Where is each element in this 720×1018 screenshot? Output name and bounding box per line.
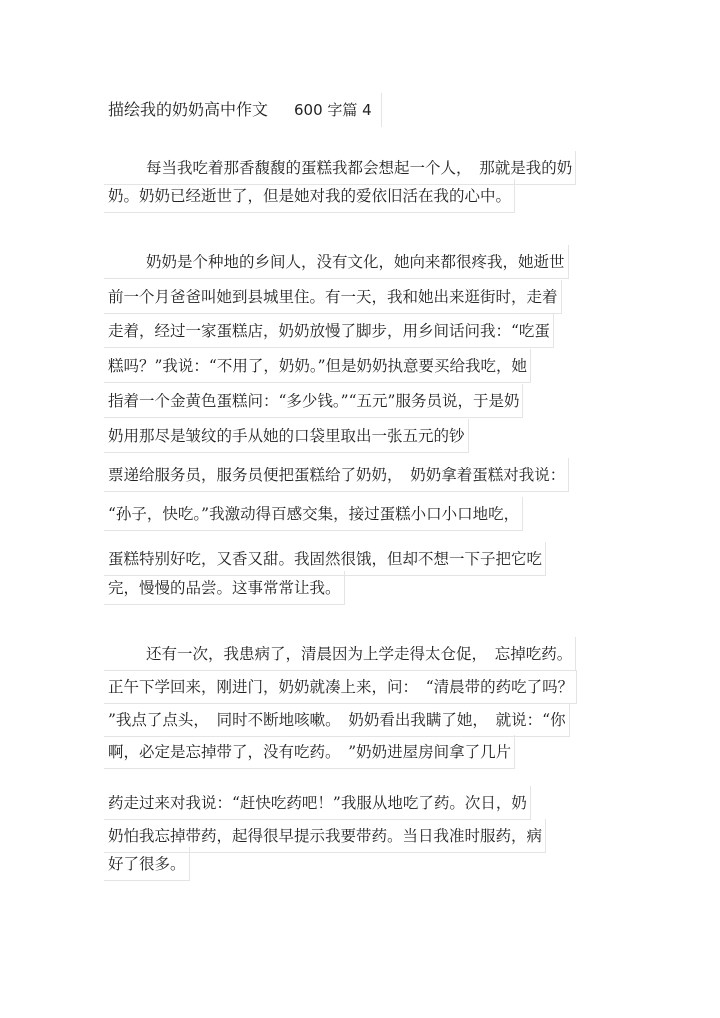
paragraph-line: 药走过来对我说：“赶快吃药吧！”我服从地吃了药。次日，奶 xyxy=(108,794,527,812)
title-main: 描绘我的奶奶高中作文 xyxy=(108,100,269,119)
paragraph-line: 奶奶是个种地的乡间人，没有文化，她向来都很疼我，她逝世 xyxy=(108,251,565,273)
paragraph-line: 蛋糕特别好吃，又香又甜。我固然很饿，但却不想一下子把它吃 xyxy=(108,550,543,568)
paragraph-line: ”我点了点头， 同时不断地咳嗽。 奶奶看出我瞒了她， 就说：“你 xyxy=(108,711,566,729)
paragraph-line: 走着，经过一家蛋糕店，奶奶放慢了脚步，用乡间话问我：“吃蛋 xyxy=(108,322,550,340)
paragraph-line: 完，慢慢的品尝。这事常常让我。 xyxy=(108,579,341,597)
paragraph-line: 奶。奶奶已经逝世了，但是她对我的爱依旧活在我的心中。 xyxy=(108,187,512,205)
paragraph-line: 糕吗？”我说：“不用了，奶奶。”但是奶奶执意要买给我吃，她 xyxy=(108,357,528,375)
title-suffix: 600 字篇 4 xyxy=(294,101,372,119)
paragraph-line: 指着一个金黄色蛋糕问：“多少钱。”“五元”服务员说，于是奶 xyxy=(108,392,520,410)
paragraph-line: 前一个月爸爸叫她到县城里住。有一天，我和她出来逛街时，走着 xyxy=(108,288,558,306)
paragraph-line: 奶用那尽是皱纹的手从她的口袋里取出一张五元的钞 xyxy=(108,427,465,445)
paragraph-line: 好了很多。 xyxy=(108,855,186,873)
paragraph-line: 正午下学回来，刚进门，奶奶就凑上来，问： “清晨带的药吃了吗？ xyxy=(108,678,574,696)
paragraph-line: 啊，必定是忘掉带了，没有吃药。 ”奶奶进屋房间拿了几片 xyxy=(108,743,512,761)
paragraph-line: 奶怕我忘掉带药，起得很早提示我要带药。当日我准时服药，病 xyxy=(108,827,543,845)
paragraph-line: 票递给服务员，服务员便把蛋糕给了奶奶， 奶奶拿着蛋糕对我说： xyxy=(108,466,566,484)
paragraph-line: 还有一次，我患病了，清晨因为上学走得太仓促， 忘掉吃药。 xyxy=(108,643,572,665)
paragraph-line: 每当我吃着那香馥馥的蛋糕我都会想起一个人， 那就是我的奶 xyxy=(108,157,572,179)
paragraph-line: “孙子，快吃。”我激动得百感交集，接过蛋糕小口小口地吃， xyxy=(108,505,520,523)
document-title xyxy=(108,99,372,121)
